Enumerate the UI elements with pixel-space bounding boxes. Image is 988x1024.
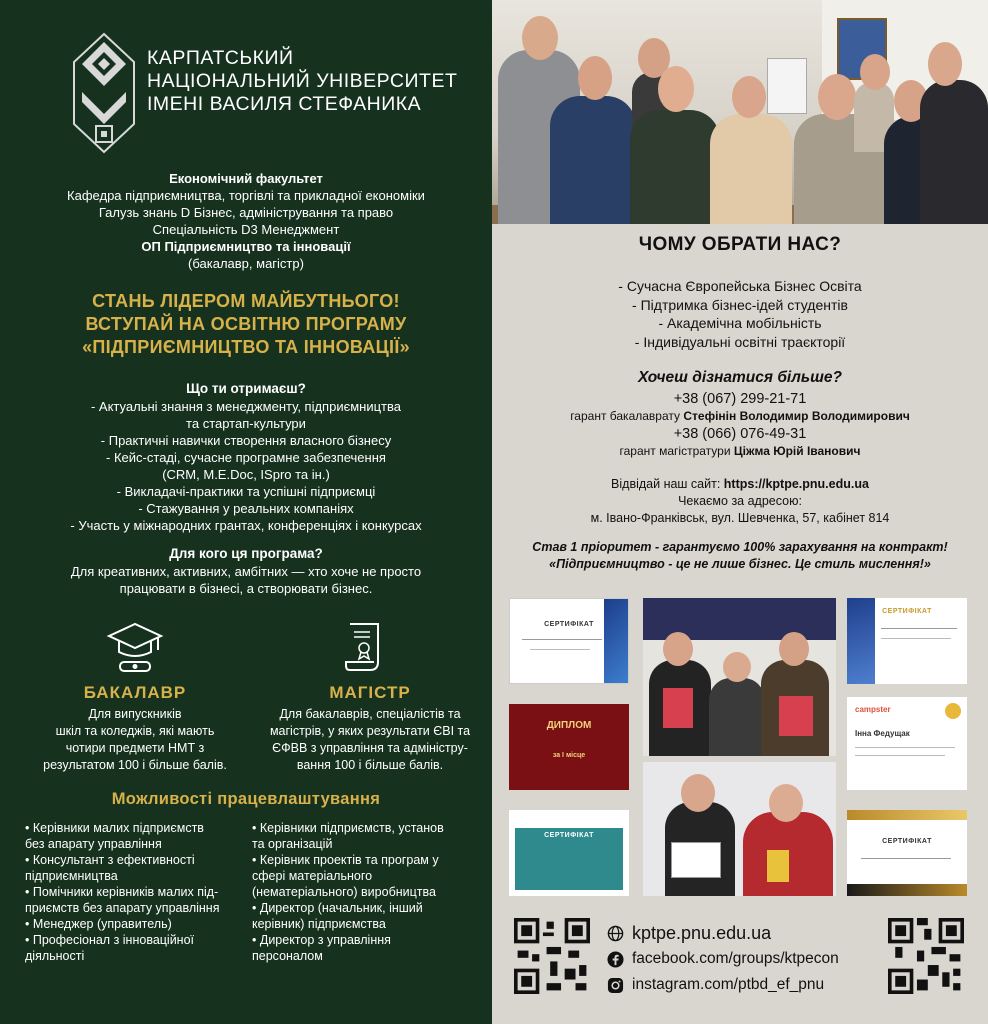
diploma-title: ДИПЛОМ bbox=[546, 720, 592, 731]
department-name: Кафедра підприємництва, торгівлі та прикладної економіки bbox=[67, 188, 425, 203]
job-item: • Директор з управління bbox=[252, 933, 391, 947]
slogan bbox=[0, 290, 492, 359]
priority-line: «Підприємництво - це не лише бізнес. Це стиль мислення!» bbox=[549, 557, 931, 571]
job-item: (нематеріального) виробництва bbox=[252, 885, 436, 899]
job-item: приємств без апарату управління bbox=[25, 901, 220, 915]
site-line bbox=[492, 476, 988, 493]
facebook-link-row[interactable] bbox=[607, 946, 839, 972]
qr-code-icon[interactable] bbox=[514, 918, 590, 994]
guarantor-bachelor-name: Стефінін Володимир Володимирович bbox=[683, 409, 910, 423]
university-name-line-3: ІМЕНІ ВАСИЛЯ СТЕФАНИКА bbox=[147, 93, 422, 115]
slogan-line-1: СТАНЬ ЛІДЕРОМ МАЙБУТНЬОГО! bbox=[92, 291, 400, 311]
university-name-line-2: НАЦІОНАЛЬНИЙ УНІВЕРСИТЕТ bbox=[147, 70, 458, 92]
benefits-title: Що ти отримаєш? bbox=[186, 381, 306, 396]
benefit-line: - Практичні навички створення власного бізнесу bbox=[100, 433, 392, 448]
certificate-card bbox=[509, 598, 629, 684]
audience-line: працювати в бізнесі, а створювати бізнес. bbox=[119, 581, 373, 596]
why-us-item: - Сучасна Європейська Бізнес Освіта bbox=[618, 278, 862, 294]
jobs-list-right bbox=[252, 820, 487, 964]
priority-line: Став 1 пріоритет - гарантуємо 100% зарахування на контракт! bbox=[532, 540, 948, 554]
phone-master[interactable]: +38 (066) 076-49-31 bbox=[673, 426, 807, 442]
campster-logo: campster bbox=[855, 705, 891, 714]
job-item: • Менеджер (управитель) bbox=[25, 917, 172, 931]
program-levels: (бакалавр, магістр) bbox=[188, 256, 304, 271]
job-item: сфері матеріального bbox=[252, 869, 373, 883]
master-title: МАГІСТР bbox=[329, 683, 411, 702]
job-item: • Керівники підприємств, установ bbox=[252, 821, 444, 835]
benefit-line: (CRM, M.E.Doc, ISpro та ін.) bbox=[162, 467, 330, 482]
certificate-title: СЕРТИФІКАТ bbox=[882, 838, 932, 845]
why-us-item: - Індивідуальні освітні траєкторії bbox=[634, 333, 846, 350]
facebook-link[interactable]: facebook.com/groups/ktpecon bbox=[632, 950, 839, 967]
site-address-block bbox=[492, 476, 988, 527]
site-label: Відвідай наш сайт: bbox=[611, 477, 721, 491]
slogan-line-2: ВСТУПАЙ НА ОСВІТНЮ ПРОГРАМУ bbox=[85, 314, 407, 334]
slogan-line-3: «ПІДПРИЄМНИЦТВО ТА ІННОВАЦІЇ» bbox=[82, 337, 410, 357]
university-name bbox=[147, 47, 457, 116]
job-item: • Керівники малих підприємств bbox=[25, 821, 204, 835]
team-photo bbox=[492, 0, 988, 224]
why-us-title: ЧОМУ ОБРАТИ НАС? bbox=[638, 234, 842, 255]
campster-recipient: Інна Федущак bbox=[855, 729, 910, 738]
university-name-line-1: КАРПАТСЬКИЙ bbox=[147, 47, 294, 69]
master-line: магістрів, у яких результати ЄВІ та bbox=[269, 724, 471, 738]
address: м. Івано-Франківськ, вул. Шевченка, 57, кабінет 814 bbox=[590, 511, 890, 525]
certificate-title: СЕРТИФІКАТ bbox=[544, 621, 594, 628]
instagram-icon bbox=[607, 977, 624, 994]
job-item: • Консультант з ефективності bbox=[25, 853, 195, 867]
bachelor-line: Для випускників bbox=[88, 707, 182, 721]
job-item: • Професіонал з інноваційної bbox=[25, 933, 195, 947]
site-link[interactable]: https://kptpe.pnu.edu.ua bbox=[723, 477, 869, 491]
contacts-block bbox=[492, 390, 988, 460]
diploma-card bbox=[509, 704, 629, 790]
benefits-section bbox=[0, 380, 492, 534]
jobs-list-left bbox=[25, 820, 245, 964]
job-item: • Помічники керівників малих під- bbox=[25, 885, 219, 899]
social-links bbox=[607, 920, 839, 998]
certificate-card bbox=[847, 810, 967, 896]
why-us-list bbox=[492, 277, 988, 351]
bachelor-line: результатом 100 і більше балів. bbox=[43, 758, 227, 772]
job-item: керівник) підприємства bbox=[252, 917, 386, 931]
facebook-icon bbox=[607, 951, 624, 968]
guarantor-master-name: Ціжма Юрій Іванович bbox=[733, 444, 861, 458]
master-description bbox=[250, 706, 490, 774]
bachelor-line: чотири предмети НМТ з bbox=[65, 741, 205, 755]
phone-bachelor[interactable]: +38 (067) 299-21-71 bbox=[673, 391, 807, 407]
guarantor-master bbox=[492, 443, 988, 460]
job-item: та організацій bbox=[252, 837, 333, 851]
faculty-info bbox=[0, 170, 492, 272]
students-award-photo bbox=[643, 598, 836, 756]
benefit-line: - Стажування у реальних компаніях bbox=[138, 501, 354, 516]
master-line: ЄФВВ з управління та адміністру- bbox=[272, 741, 468, 755]
benefit-line: - Участь у міжнародних грантах, конференціях і конкурсах bbox=[70, 518, 422, 533]
job-item: • Директор (начальник, інший bbox=[252, 901, 423, 915]
globe-icon bbox=[607, 925, 624, 942]
specialty: Спеціальність D3 Менеджмент bbox=[152, 222, 340, 237]
program-name: ОП Підприємництво та інновації bbox=[141, 239, 351, 254]
benefit-line: - Викладачі-практики та успішні підприємці bbox=[116, 484, 376, 499]
guarantor-bachelor-label: гарант бакалаврату bbox=[570, 409, 681, 423]
website-link[interactable]: kptpe.pnu.edu.ua bbox=[632, 922, 772, 943]
certificate-title: СЕРТИФІКАТ bbox=[882, 608, 932, 615]
bachelor-line: шкіл та коледжів, які мають bbox=[55, 724, 215, 738]
audience-title: Для кого ця програма? bbox=[169, 546, 323, 561]
job-item: персоналом bbox=[252, 949, 323, 963]
certificate-card bbox=[847, 598, 967, 684]
guarantor-bachelor bbox=[492, 408, 988, 425]
diploma-place: за І місце bbox=[552, 752, 586, 759]
certificate-card bbox=[509, 810, 629, 896]
qr-code-icon[interactable] bbox=[888, 918, 964, 994]
job-item: • Керівник проектів та програм у bbox=[252, 853, 439, 867]
guarantor-master-label: гарант магістратури bbox=[619, 444, 731, 458]
master-line: вання 100 і більше балів. bbox=[296, 758, 444, 772]
why-us-item: - Академічна мобільність bbox=[658, 315, 822, 331]
students-certificates-photo bbox=[643, 762, 836, 896]
audience-section bbox=[0, 545, 492, 597]
left-panel bbox=[0, 0, 492, 1024]
field-of-knowledge: Галузь знань D Бізнес, адміністрування та право bbox=[98, 205, 394, 220]
diploma-icon bbox=[344, 622, 384, 672]
certificate-title: СЕРТИФІКАТ bbox=[544, 832, 594, 839]
learn-more-title: Хочеш дізнатися більше? bbox=[638, 369, 842, 386]
job-item: підприємництва bbox=[25, 869, 118, 883]
job-item: без апарату управління bbox=[25, 837, 162, 851]
audience-line: Для креативних, активних, амбітних — хто хоче не просто bbox=[70, 564, 422, 579]
website-link-row[interactable] bbox=[607, 920, 839, 946]
priority-note bbox=[492, 539, 988, 573]
bachelor-title: БАКАЛАВР bbox=[83, 683, 187, 702]
instagram-link-row[interactable] bbox=[607, 972, 839, 998]
benefit-line: - Актуальні знання з менеджменту, підприємництва bbox=[90, 399, 401, 414]
instagram-link[interactable]: instagram.com/ptbd_ef_pnu bbox=[632, 976, 825, 993]
university-logo-icon bbox=[72, 32, 136, 154]
graduation-cap-icon bbox=[106, 618, 164, 676]
benefit-line: та стартап-культури bbox=[186, 416, 306, 431]
jobs-title: Можливості працевлаштування bbox=[111, 790, 381, 808]
campster-certificate-card bbox=[847, 697, 967, 790]
master-line: Для бакалаврів, спеціалістів та bbox=[279, 707, 461, 721]
address-title: Чекаємо за адресою: bbox=[678, 494, 802, 508]
benefit-line: - Кейс-стаді, сучасне програмне забезпечення bbox=[106, 450, 386, 465]
job-item: діяльності bbox=[25, 949, 85, 963]
why-us-item: - Підтримка бізнес-ідей студентів bbox=[632, 296, 848, 313]
bachelor-description bbox=[20, 706, 250, 774]
faculty-name: Економічний факультет bbox=[169, 171, 323, 186]
